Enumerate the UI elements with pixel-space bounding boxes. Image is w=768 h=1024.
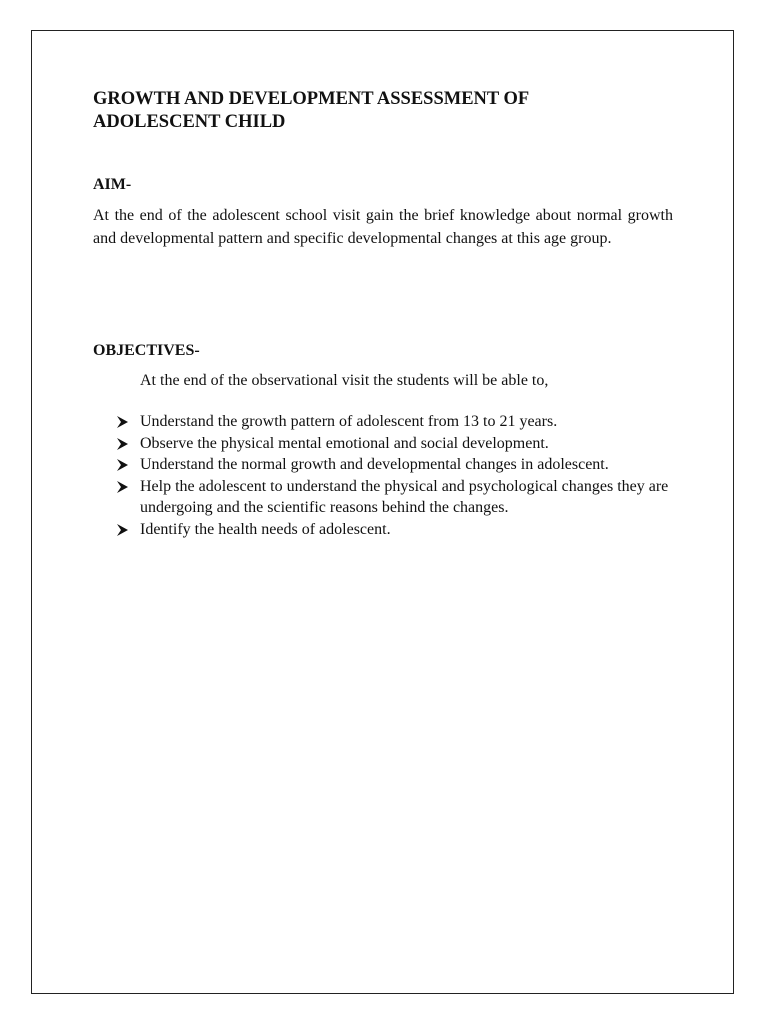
- objectives-list: [116, 411, 686, 541]
- objective-item-text: Help the adolescent to understand the physical and psychological changes they are undergoing and the scientific reasons behind the changes.: [140, 477, 669, 517]
- objective-item-text: Understand the normal growth and developmental changes in adolescent.: [140, 456, 609, 474]
- objective-item: [116, 433, 686, 455]
- objective-item: [116, 519, 686, 541]
- arrowhead-bullet-icon: [116, 481, 129, 493]
- arrowhead-bullet-icon: [116, 459, 129, 471]
- arrowhead-bullet-icon: [116, 416, 129, 428]
- aim-text: At the end of the adolescent school visit gain the brief knowledge about normal growth and developmental pattern and specific developmental changes at this age group.: [93, 207, 673, 247]
- objective-item-text: Observe the physical mental emotional and social development.: [140, 434, 549, 452]
- objective-item: [116, 476, 686, 519]
- arrowhead-bullet-icon: [116, 438, 129, 450]
- aim-heading: AIM-: [93, 176, 132, 193]
- objective-item: [116, 411, 686, 433]
- objective-item-text: Understand the growth pattern of adolescent from 13 to 21 years.: [140, 413, 558, 430]
- document-title: GROWTH AND DEVELOPMENT ASSESSMENT OF ADOLESCENT CHILD: [93, 89, 529, 132]
- objective-item: [116, 454, 686, 476]
- arrowhead-bullet-icon: [116, 524, 129, 536]
- objective-item-text: Identify the health needs of adolescent.: [140, 520, 391, 538]
- objectives-intro: At the end of the observational visit the students will be able to,: [140, 372, 549, 389]
- objectives-heading: OBJECTIVES-: [93, 342, 200, 359]
